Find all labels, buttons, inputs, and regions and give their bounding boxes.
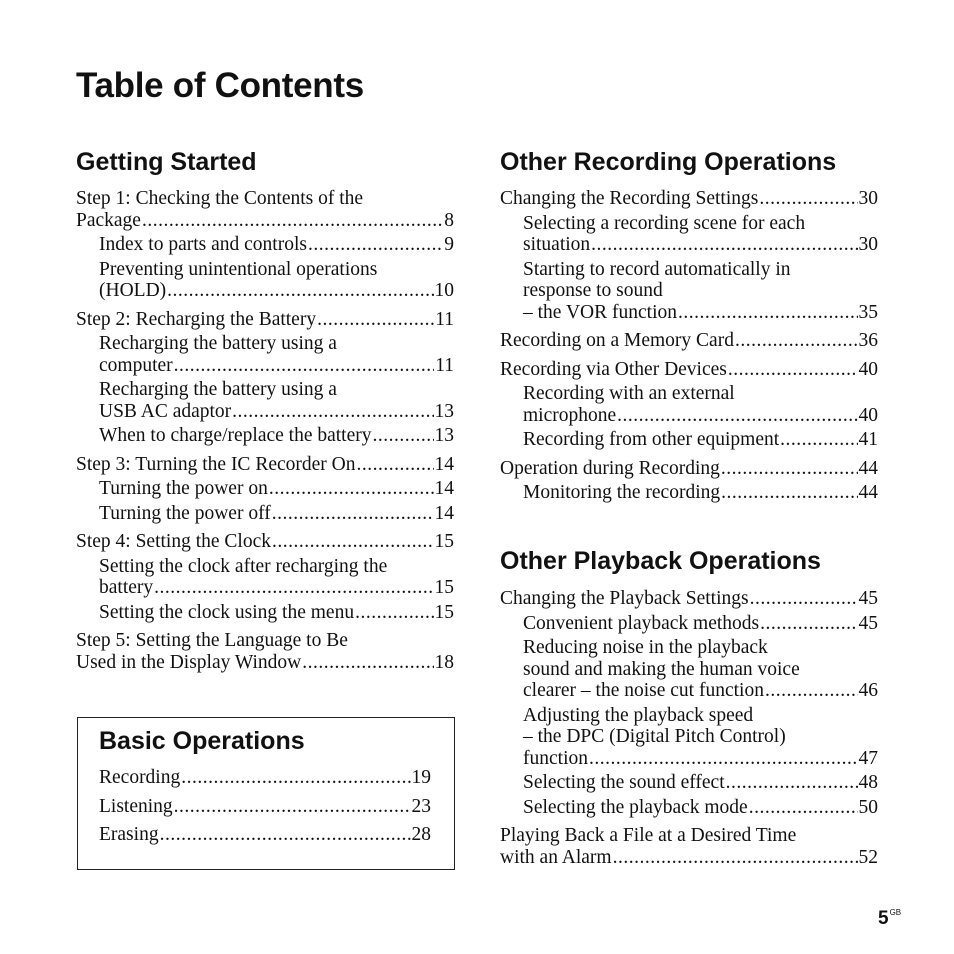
page-number: 15: [434, 601, 454, 623]
entry-text: Step 4: Setting the Clock: [76, 531, 271, 552]
entry-text: – the DPC (Digital Pitch Control): [523, 726, 786, 747]
toc-entry-changing-playback[interactable]: [500, 588, 878, 610]
entry-text: microphone: [523, 404, 617, 426]
dot-leader: [373, 425, 434, 447]
entry-text: Selecting the sound effect: [523, 772, 725, 793]
page-number: 15: [434, 531, 454, 552]
toc-entry-sound-effect[interactable]: [500, 772, 878, 794]
dot-leader: [174, 355, 435, 377]
entry-text: Used in the Display Window: [76, 651, 302, 673]
dot-leader: [167, 280, 433, 302]
entry-text: USB AC adaptor: [99, 400, 232, 422]
entry-text: Recording: [99, 767, 181, 788]
page-number: 14: [434, 453, 454, 475]
toc-entry-monitoring[interactable]: [500, 482, 878, 504]
page-number: 40: [858, 404, 878, 426]
toc-entry-recharge-computer[interactable]: [76, 333, 454, 376]
entry-text: Package: [76, 209, 141, 231]
entry-text: Recording on a Memory Card: [500, 330, 734, 351]
toc-entry-dpc[interactable]: [500, 705, 878, 770]
page-number: 18: [434, 651, 454, 673]
toc-entry-when-charge[interactable]: [76, 425, 454, 447]
entry-text: Erasing: [99, 824, 159, 845]
toc-entry-other-equipment[interactable]: [500, 429, 878, 451]
toc-entry-power-off[interactable]: [76, 503, 454, 525]
entry-text: Starting to record automatically in: [523, 258, 791, 280]
page-number: 45: [858, 588, 878, 609]
toc-entry-playback-mode[interactable]: [500, 797, 878, 819]
toc-entry-step4[interactable]: [76, 531, 454, 553]
entry-text: Convenient playback methods: [523, 612, 760, 634]
entry-text: Operation during Recording: [500, 457, 720, 479]
entry-text: Index to parts and controls: [99, 234, 307, 255]
toc-entry-vor[interactable]: [500, 259, 878, 324]
entry-text: function: [523, 747, 588, 769]
entry-text: Step 3: Turning the IC Recorder On: [76, 453, 356, 475]
page-number: 14: [434, 478, 454, 499]
toc-entry-clock-after[interactable]: [76, 556, 454, 599]
toc-entry-step5[interactable]: [76, 630, 454, 673]
page-number: 13: [434, 425, 454, 446]
dot-leader: [760, 613, 857, 635]
dot-leader: [272, 503, 434, 525]
footer-suffix: GB: [889, 908, 902, 917]
page-number: 46: [858, 680, 878, 701]
other-recording-list: [500, 188, 878, 504]
page-number: 45: [858, 612, 878, 634]
dot-leader: [317, 309, 434, 331]
entry-text: Listening: [99, 795, 173, 817]
toc-entry-memory-card[interactable]: [500, 330, 878, 352]
toc-entry-other-devices[interactable]: [500, 359, 878, 381]
entry-text: Step 2: Recharging the Battery: [76, 308, 317, 330]
dot-leader: [780, 429, 857, 451]
entry-text: computer: [99, 354, 173, 376]
page-number: 41: [858, 429, 878, 450]
page-number: 48: [858, 772, 878, 793]
entry-text: Selecting the playback mode: [523, 796, 748, 818]
page-number: 11: [435, 354, 454, 376]
entry-text: Changing the Playback Settings: [500, 588, 749, 609]
toc-entry-recording[interactable]: [99, 767, 431, 789]
other-playback-list: [500, 588, 878, 868]
toc-entry-external-mic[interactable]: [500, 383, 878, 426]
page-number: 10: [434, 280, 454, 301]
toc-entry-convenient[interactable]: [500, 613, 878, 635]
dot-leader: [355, 602, 433, 624]
dot-leader: [617, 405, 857, 427]
entry-text: Turning the power on: [99, 478, 268, 499]
page-number: 50: [858, 796, 878, 818]
page-number: 30: [858, 188, 878, 209]
page-number: 44: [858, 482, 878, 503]
entry-text: Recording via Other Devices: [500, 358, 727, 380]
page-number: 8: [444, 209, 454, 231]
entry-text: Step 5: Setting the Language to Be: [76, 630, 348, 651]
entry-text: situation: [523, 234, 591, 255]
toc-entry-listening[interactable]: [99, 796, 431, 818]
toc-entry-alarm[interactable]: [500, 825, 878, 868]
entry-text: Adjusting the playback speed: [523, 704, 754, 726]
page-number: 15: [434, 577, 454, 598]
dot-leader: [735, 330, 858, 352]
entry-text: Recharging the battery using a: [99, 379, 337, 400]
page-number: 52: [858, 846, 878, 868]
dot-leader: [272, 531, 434, 553]
entry-text: Changing the Recording Settings: [500, 188, 759, 209]
toc-entry-power-on[interactable]: [76, 478, 454, 500]
toc-entry-operation-during[interactable]: [500, 458, 878, 480]
entry-text: Monitoring the recording: [523, 482, 721, 503]
page-number: 40: [858, 358, 878, 380]
entry-text: sound and making the human voice: [523, 658, 800, 680]
entry-text: battery: [99, 577, 154, 598]
other-recording-heading: Other Recording Operations: [500, 148, 837, 176]
page-number: 9: [444, 234, 454, 255]
entry-text: Setting the clock after recharging the: [99, 555, 388, 577]
page-number: 28: [411, 824, 431, 845]
entry-text: Recording with an external: [523, 383, 735, 404]
entry-text: Turning the power off: [99, 502, 271, 524]
toc-entry-recharge-usb[interactable]: [76, 379, 454, 422]
page-number: 19: [411, 767, 431, 788]
entry-text: Playing Back a File at a Desired Time: [500, 825, 797, 846]
page-number: 44: [858, 457, 878, 479]
dot-leader: [750, 588, 858, 610]
entry-text: response to sound: [523, 280, 663, 301]
dot-leader: [591, 234, 857, 256]
entry-text: Setting the clock using the menu: [99, 601, 355, 623]
toc-entry-scene[interactable]: [500, 213, 878, 256]
entry-text: Recording from other equipment: [523, 429, 780, 450]
dot-leader: [174, 796, 411, 818]
page-number: 13: [434, 400, 454, 422]
getting-started-heading: Getting Started: [76, 148, 257, 176]
footer-page: 5: [878, 908, 889, 929]
entry-text: (HOLD): [99, 280, 167, 301]
toc-entry-step3[interactable]: [76, 454, 454, 476]
entry-text: When to charge/replace the battery: [99, 425, 372, 446]
dot-leader: [269, 478, 434, 500]
toc-entry-step1[interactable]: [76, 188, 454, 231]
dot-leader: [160, 824, 411, 846]
dot-leader: [308, 234, 443, 256]
page-number: 23: [411, 795, 431, 817]
dot-leader: [613, 847, 858, 869]
entry-text: Preventing unintentional operations: [99, 258, 378, 280]
page-number: 36: [858, 330, 878, 351]
entry-text: with an Alarm: [500, 846, 612, 868]
page-number: 47: [858, 747, 878, 769]
getting-started-list: [76, 188, 454, 673]
basic-operations-heading: Basic Operations: [99, 727, 305, 755]
entry-text: Recharging the battery using a: [99, 333, 337, 354]
dot-leader: [302, 652, 433, 674]
dot-leader: [232, 401, 433, 423]
dot-leader: [142, 210, 443, 232]
entry-text: Reducing noise in the playback: [523, 637, 768, 658]
page-title: Table of Contents: [76, 66, 364, 105]
dot-leader: [726, 772, 858, 794]
page-number: 30: [858, 234, 878, 255]
dot-leader: [721, 482, 857, 504]
dot-leader: [181, 767, 410, 789]
toc-entry-index-parts[interactable]: [76, 234, 454, 256]
dot-leader: [749, 797, 858, 819]
basic-operations-list: [99, 767, 431, 846]
dot-leader: [589, 748, 858, 770]
entry-text: clearer – the noise cut function: [523, 680, 764, 701]
toc-entry-noise-cut[interactable]: [500, 637, 878, 702]
toc-entry-clock-menu[interactable]: [76, 602, 454, 624]
dot-leader: [728, 359, 858, 381]
page-number-footer: [878, 908, 901, 930]
page-number: 14: [434, 502, 454, 524]
dot-leader: [356, 454, 433, 476]
entry-text: Selecting a recording scene for each: [523, 212, 806, 234]
entry-text: – the VOR function: [523, 301, 678, 323]
toc-entry-preventing[interactable]: [76, 259, 454, 302]
page-number: 35: [858, 301, 878, 323]
dot-leader: [765, 680, 858, 702]
dot-leader: [154, 577, 433, 599]
dot-leader: [759, 188, 857, 210]
toc-entry-step2[interactable]: [76, 309, 454, 331]
dot-leader: [678, 302, 857, 324]
entry-text: Step 1: Checking the Contents of the: [76, 188, 364, 209]
toc-entry-erasing[interactable]: [99, 824, 431, 846]
dot-leader: [721, 458, 858, 480]
toc-entry-changing-recording[interactable]: [500, 188, 878, 210]
page-number: 11: [435, 308, 454, 330]
other-playback-heading: Other Playback Operations: [500, 547, 821, 575]
